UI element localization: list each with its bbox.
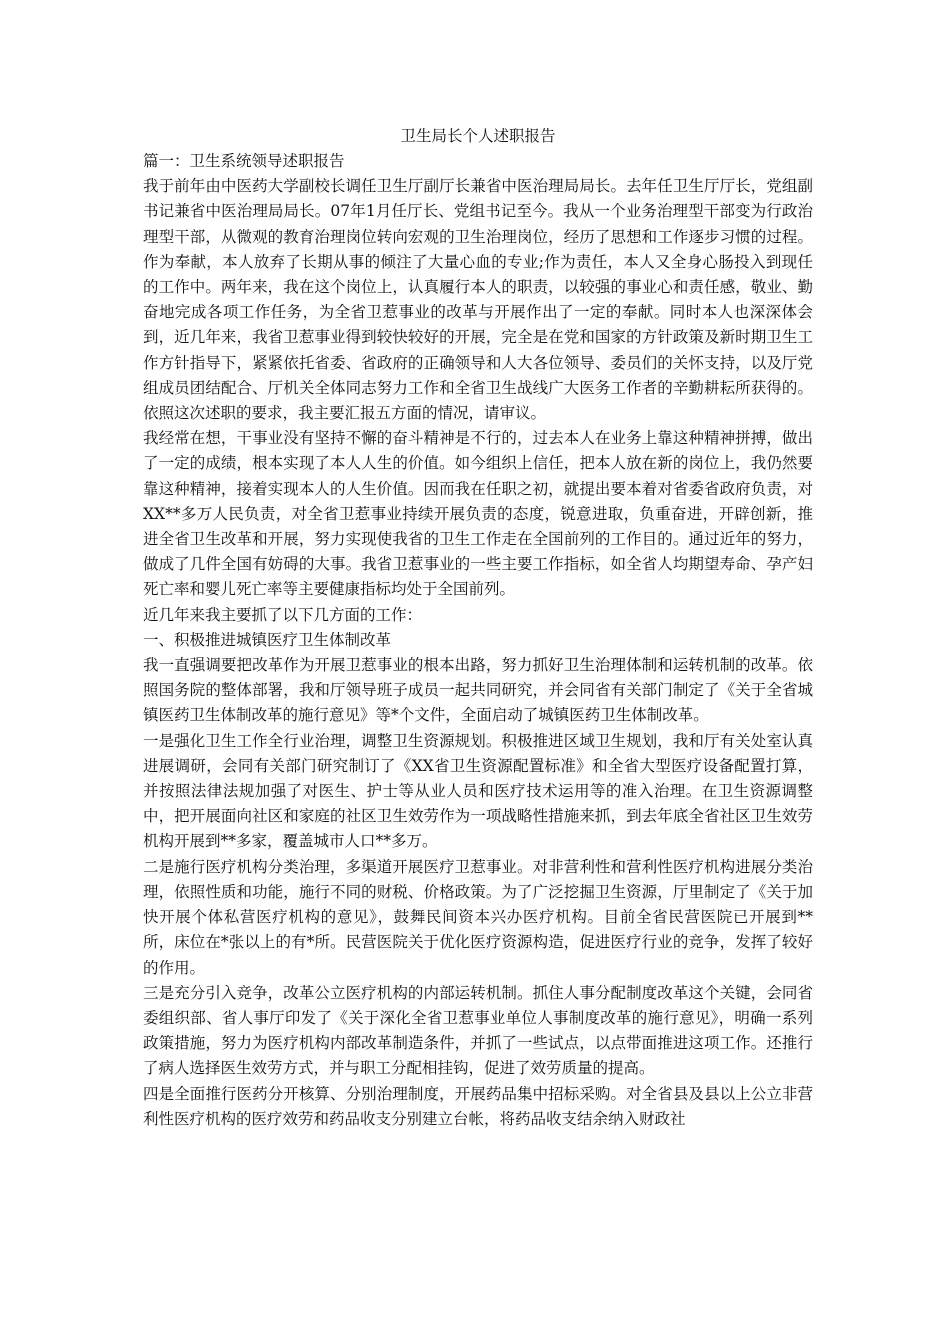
paragraph: 二是施行医疗机构分类治理，多渠道开展医疗卫惹事业。对非营利性和营利性医疗机构进展分类治理，依照性质和功能，施行不同的财税、价格政策。为了广泛挖掘卫生资源，厅里制定了《关于加快开展个体私营医疗机构的意见》，鼓舞民间资本兴办医疗机构。目前全省民营医院已开展到**所，床位在*张以上的有*所。民营医院关于优化医疗资源构造，促进医疗行业的竞争，发挥了较好的作用。 [143,857,813,977]
document-body [143,124,813,1132]
section-heading: 一、积极推进城镇医疗卫生体制改革 [143,630,392,649]
paragraph: 我一直强调要把改革作为开展卫惹事业的根本出路，努力抓好卫生治理体制和运转机制的改革。依照国务院的整体部署，我和厅领导班子成员一起共同研究，并会同省有关部门制定了《关于全省城镇医药卫生体制改革的施行意见》等*个文件，全面启动了城镇医药卫生体制改革。 [143,656,813,725]
paragraph: 三是充分引入竞争，改革公立医疗机构的内部运转机制。抓住人事分配制度改革这个关键，会同省委组织部、省人事厅印发了《关于深化全省卫惹事业单位人事制度改革的施行意见》，明确一系列政策措施，努力为医疗机构内部改革制造条件，并抓了一些试点，以点带面推进这项工作。还推行了病人选择医生效劳方式，并与职工分配相挂钩，促进了效劳质量的提高。 [143,983,813,1078]
paragraph: 我于前年由中医药大学副校长调任卫生厅副厅长兼省中医治理局局长。去年任卫生厅厅长，党组副书记兼省中医治理局局长。07年1月任厅长、党组书记至今。我从一个业务治理型干部变为行政治理型干部，从微观的教育治理岗位转向宏观的卫生治理岗位，经历了思想和工作逐步习惯的过程。作为奉献，本人放弃了长期从事的倾注了大量心血的专业;作为责任，本人又全身心肠投入到现任的工作中。两年来，我在这个岗位上，认真履行本人的职责，以较强的事业心和责任感，敬业、勤奋地完成各项工作任务，为全省卫惹事业的改革与开展作出了一定的奉献。同时本人也深深体会到，近几年来，我省卫惹事业得到较快较好的开展，完全是在党和国家的方针政策及新时期卫生工作方针指导下，紧紧依托省委、省政府的正确领导和人大各位领导、委员们的关怀支持，以及厅党组成员团结配合、厅机关全体同志努力工作和全省卫生战线广大医务工作者的辛勤耕耘所获得的。依照这次述职的要求，我主要汇报五方面的情况，请审议。 [143,177,813,423]
document-title: 卫生局长个人述职报告 [400,127,556,145]
section-heading: 篇一：卫生系统领导述职报告 [143,152,345,170]
paragraph: 一是强化卫生工作全行业治理，调整卫生资源规划。积极推进区域卫生规划，我和厅有关处室认真进展调研，会同有关部门研究制订了《XX省卫生资源配置标准》和全省大型医疗设备配置打算，并按照法律法规加强了对医生、护士等从业人员和医疗技术运用等的准入治理。在卫生资源调整中，把开展面向社区和家庭的社区卫生效劳作为一项战略性措施来抓，到去年底全省社区卫生效劳机构开展到**多家，覆盖城市人口**多万。 [143,731,813,851]
paragraph: 四是全面推行医药分开核算、分别治理制度，开展药品集中招标采购。对全省县及县以上公立非营利性医疗机构的医疗效劳和药品收支分别建立台帐，将药品收支结余纳入财政社 [143,1084,813,1128]
paragraph: 我经常在想，干事业没有坚持不懈的奋斗精神是不行的，过去本人在业务上靠这种精神拼搏，做出了一定的成绩，根本实现了本人人生的价值。如今组织上信任，把本人放在新的岗位上，我仍然要靠这种精神，接着实现本人的人生价值。因而我在任职之初，就提出要本着对省委省政府负责，对XX**多万人民负责，对全省卫惹事业持续开展负责的态度，锐意进取，负重奋进，开辟创新，推进全省卫生改革和开展，努力实现使我省的卫生工作走在全国前列的工作目的。通过近年的努力，做成了几件全国有妨碍的大事。我省卫惹事业的一些主要工作指标，如全省人均期望寿命、孕产妇死亡率和婴儿死亡率等主要健康指标均处于全国前列。 [143,429,813,599]
paragraph: 近几年来我主要抓了以下几方面的工作： [143,605,423,624]
